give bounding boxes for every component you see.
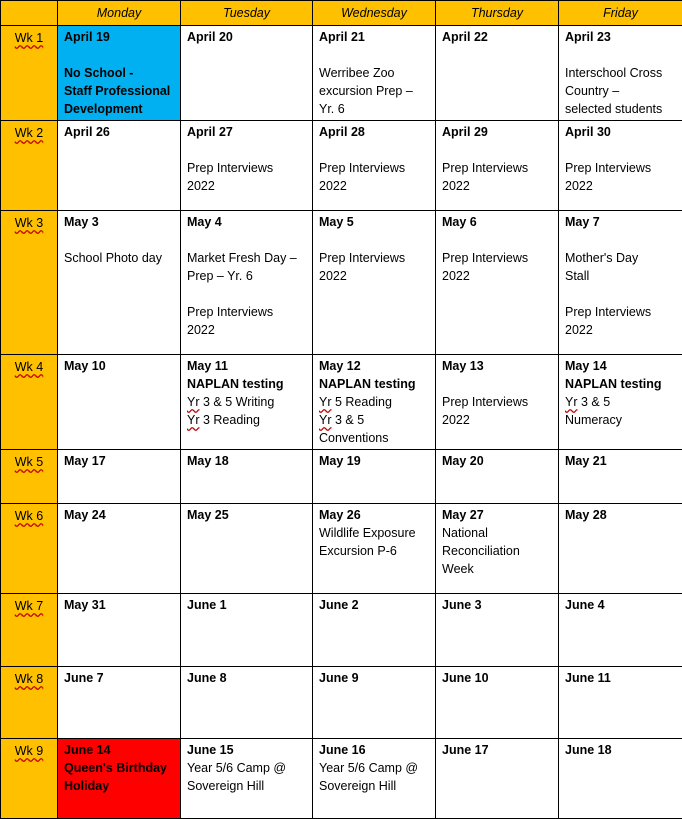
date-label: May 12 — [319, 357, 429, 375]
event-text: Conventions — [319, 429, 429, 447]
event-text: Yr. 6 — [319, 100, 429, 118]
day-cell — [436, 739, 559, 819]
day-header-wednesday: Wednesday — [313, 1, 436, 26]
event-text: Country – — [565, 82, 676, 100]
date-label: June 8 — [187, 669, 306, 687]
event-text: Holiday — [64, 777, 174, 795]
event-text: Stall — [565, 267, 676, 285]
event-text: Year 5/6 Camp @ — [319, 759, 429, 777]
week-row — [1, 26, 682, 121]
event-text: Yr 5 Reading — [319, 393, 429, 411]
event-text: Staff Professional — [64, 82, 174, 100]
day-cell — [58, 739, 181, 819]
date-label: May 14 — [565, 357, 676, 375]
day-cell — [313, 121, 436, 211]
event-text: Year 5/6 Camp @ — [187, 759, 306, 777]
day-cell — [436, 504, 559, 594]
day-cell — [313, 26, 436, 121]
date-label: May 19 — [319, 452, 429, 470]
naplan-label: NAPLAN testing — [565, 375, 676, 393]
day-header-thursday: Thursday — [436, 1, 559, 26]
day-cell — [313, 594, 436, 667]
event-text: excursion Prep – — [319, 82, 429, 100]
date-label: May 13 — [442, 357, 552, 375]
day-cell — [181, 26, 313, 121]
date-label: June 10 — [442, 669, 552, 687]
day-cell — [436, 450, 559, 504]
event-text: 2022 — [442, 267, 552, 285]
day-cell — [313, 211, 436, 355]
event-text: Yr 3 & 5 — [319, 411, 429, 429]
day-cell — [559, 211, 682, 355]
date-label: April 26 — [64, 123, 174, 141]
date-label: May 31 — [64, 596, 174, 614]
event-text: Market Fresh Day – — [187, 249, 306, 267]
date-label: June 9 — [319, 669, 429, 687]
date-label: May 4 — [187, 213, 306, 231]
day-cell — [58, 667, 181, 739]
day-cell — [436, 211, 559, 355]
day-cell — [559, 355, 682, 450]
day-cell — [436, 355, 559, 450]
week-label: Wk 4 — [1, 355, 58, 450]
day-cell — [436, 667, 559, 739]
week-label: Wk 6 — [1, 504, 58, 594]
event-text: 2022 — [319, 267, 429, 285]
week-label: Wk 8 — [1, 667, 58, 739]
event-text: Sovereign Hill — [319, 777, 429, 795]
week-label: Wk 9 — [1, 739, 58, 819]
date-label: April 27 — [187, 123, 306, 141]
event-text: Prep Interviews — [319, 159, 429, 177]
day-cell — [181, 504, 313, 594]
date-label: April 19 — [64, 28, 174, 46]
day-cell — [436, 26, 559, 121]
day-cell — [559, 504, 682, 594]
week-row — [1, 739, 682, 819]
day-cell — [181, 594, 313, 667]
week-row — [1, 450, 682, 504]
event-text: 2022 — [565, 177, 676, 195]
day-cell — [313, 739, 436, 819]
event-text: Excursion P-6 — [319, 542, 429, 560]
event-text: Prep Interviews — [442, 159, 552, 177]
event-text: Mother's Day — [565, 249, 676, 267]
week-label: Wk 2 — [1, 121, 58, 211]
day-cell — [559, 594, 682, 667]
week-row — [1, 667, 682, 739]
week-label: Wk 1 — [1, 26, 58, 121]
day-cell — [559, 667, 682, 739]
day-cell — [436, 121, 559, 211]
event-text: Reconciliation — [442, 542, 552, 560]
day-header-friday: Friday — [559, 1, 682, 26]
event-text: Prep Interviews — [565, 303, 676, 321]
event-text: Wildlife Exposure — [319, 524, 429, 542]
date-label: May 21 — [565, 452, 676, 470]
week-label: Wk 7 — [1, 594, 58, 667]
day-cell — [559, 739, 682, 819]
date-label: April 29 — [442, 123, 552, 141]
date-label: May 26 — [319, 506, 429, 524]
day-cell — [58, 594, 181, 667]
day-cell — [181, 211, 313, 355]
event-text: 2022 — [187, 177, 306, 195]
day-cell — [313, 667, 436, 739]
event-text: No School - — [64, 64, 174, 82]
date-label: June 15 — [187, 741, 306, 759]
date-label: April 28 — [319, 123, 429, 141]
date-label: May 3 — [64, 213, 174, 231]
day-header-monday: Monday — [58, 1, 181, 26]
event-text: Development — [64, 100, 174, 118]
event-text: Prep Interviews — [442, 249, 552, 267]
week-row — [1, 211, 682, 355]
date-label: May 20 — [442, 452, 552, 470]
day-cell — [313, 504, 436, 594]
day-cell — [58, 211, 181, 355]
day-cell — [559, 121, 682, 211]
week-row — [1, 504, 682, 594]
week-row — [1, 355, 682, 450]
event-text: Yr 3 & 5 Writing — [187, 393, 306, 411]
date-label: May 11 — [187, 357, 306, 375]
date-label: May 28 — [565, 506, 676, 524]
event-text: 2022 — [319, 177, 429, 195]
day-cell — [58, 121, 181, 211]
date-label: June 16 — [319, 741, 429, 759]
event-text: Prep Interviews — [187, 159, 306, 177]
event-text: Prep – Yr. 6 — [187, 267, 306, 285]
day-cell — [181, 739, 313, 819]
day-cell — [58, 355, 181, 450]
date-label: May 10 — [64, 357, 174, 375]
date-label: April 22 — [442, 28, 552, 46]
week-row — [1, 121, 682, 211]
date-label: June 18 — [565, 741, 676, 759]
date-label: June 11 — [565, 669, 676, 687]
event-text: School Photo day — [64, 249, 174, 267]
event-text: Prep Interviews — [319, 249, 429, 267]
event-text: Prep Interviews — [565, 159, 676, 177]
day-header-tuesday: Tuesday — [181, 1, 313, 26]
event-text: Numeracy — [565, 411, 676, 429]
day-cell — [313, 355, 436, 450]
date-label: June 4 — [565, 596, 676, 614]
event-text: Yr 3 & 5 — [565, 393, 676, 411]
day-cell — [181, 355, 313, 450]
week-label: Wk 5 — [1, 450, 58, 504]
date-label: June 2 — [319, 596, 429, 614]
naplan-label: NAPLAN testing — [187, 375, 306, 393]
date-label: April 20 — [187, 28, 306, 46]
event-text: Sovereign Hill — [187, 777, 306, 795]
event-text: Interschool Cross — [565, 64, 676, 82]
corner-cell — [1, 1, 58, 26]
date-label: June 1 — [187, 596, 306, 614]
date-label: May 27 — [442, 506, 552, 524]
day-cell — [559, 26, 682, 121]
date-label: June 7 — [64, 669, 174, 687]
naplan-label: NAPLAN testing — [319, 375, 429, 393]
date-label: May 7 — [565, 213, 676, 231]
date-label: April 23 — [565, 28, 676, 46]
day-cell — [58, 504, 181, 594]
day-cell — [559, 450, 682, 504]
date-label: June 3 — [442, 596, 552, 614]
date-label: May 18 — [187, 452, 306, 470]
day-cell — [58, 26, 181, 121]
day-cell — [181, 121, 313, 211]
date-label: April 30 — [565, 123, 676, 141]
date-label: June 14 — [64, 741, 174, 759]
day-cell — [181, 450, 313, 504]
week-row — [1, 594, 682, 667]
date-label: May 24 — [64, 506, 174, 524]
date-label: May 17 — [64, 452, 174, 470]
week-label: Wk 3 — [1, 211, 58, 355]
day-cell — [313, 450, 436, 504]
day-cell — [181, 667, 313, 739]
date-label: May 5 — [319, 213, 429, 231]
date-label: May 6 — [442, 213, 552, 231]
event-text: Werribee Zoo — [319, 64, 429, 82]
day-cell — [58, 450, 181, 504]
date-label: April 21 — [319, 28, 429, 46]
event-text: selected students — [565, 100, 676, 118]
event-text: National — [442, 524, 552, 542]
event-text: Prep Interviews — [187, 303, 306, 321]
date-label: May 25 — [187, 506, 306, 524]
event-text: 2022 — [565, 321, 676, 339]
event-text: 2022 — [187, 321, 306, 339]
event-text: Yr 3 Reading — [187, 411, 306, 429]
event-text: 2022 — [442, 411, 552, 429]
event-text: Queen's Birthday — [64, 759, 174, 777]
date-label: June 17 — [442, 741, 552, 759]
event-text: 2022 — [442, 177, 552, 195]
header-row — [1, 1, 682, 26]
event-text: Prep Interviews — [442, 393, 552, 411]
event-text: Week — [442, 560, 552, 578]
day-cell — [436, 594, 559, 667]
